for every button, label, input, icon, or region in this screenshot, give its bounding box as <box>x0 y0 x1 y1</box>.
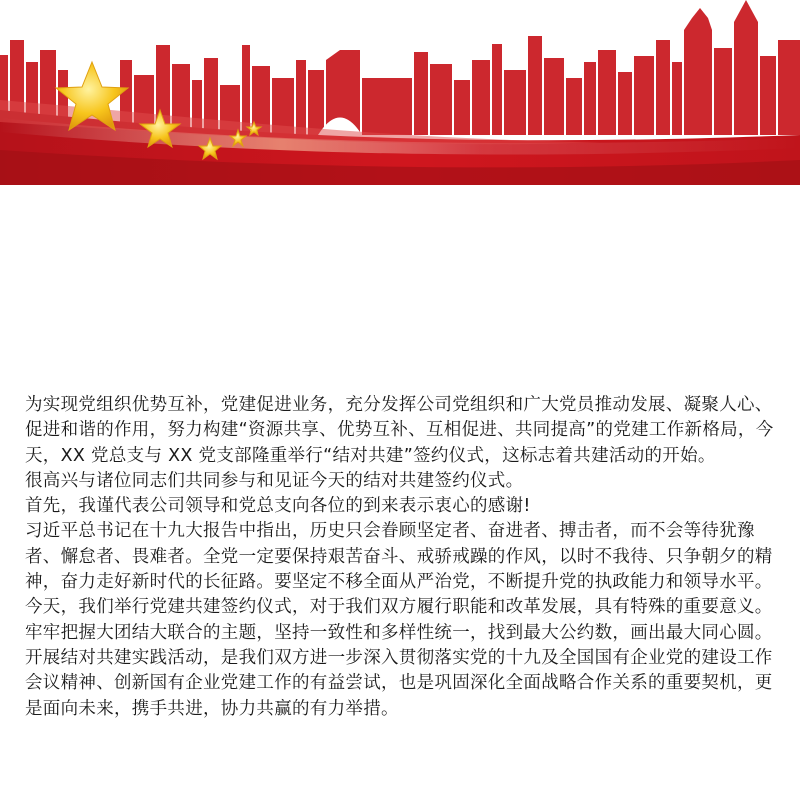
city-skyline-banner <box>0 0 800 185</box>
paragraph-4: 习近平总书记在十九大报告中指出，历史只会眷顾坚定者、奋进者、搏击者，而不会等待犹豫者、懈怠者、畏难者。全党一定要保持艰苦奋斗、戒骄戒躁的作风，以时不我待、只争朝夕的精神，奋力走好新时代的长征路。要坚定不移全面从严治党，不断提升党的执政能力和领导水平。今天，我们举行党建共建签约仪式，对于我们双方履行职能和改革发展，具有特殊的重要意义。 <box>25 521 773 618</box>
paragraph-2: 很高兴与诸位同志们共同参与和见证今天的结对共建签约仪式。 <box>25 470 524 491</box>
paragraph-5: 牢牢把握大团结大联合的主题，坚持一致性和多样性统一，找到最大公约数，画出最大同心圆。开展结对共建实践活动，是我们双方进一步深入贯彻落实党的十九及全国国有企业党的建设工作会议精神、创新国有企业党建工作的有益尝试，也是巩固深化全面战略合作关系的重要契机，更是面向未来，携手共进，协力共赢的有力举措。 <box>25 622 773 719</box>
paragraph-3: 首先，我谨代表公司领导和党总支向各位的到来表示衷心的感谢! <box>25 496 531 517</box>
speech-body <box>25 393 780 722</box>
header-banner <box>0 0 800 185</box>
paragraph-1: 为实现党组织优势互补，党建促进业务，充分发挥公司党组织和广大党员推动发展、凝聚人心、促进和谐的作用，努力构建“资源共享、优势互补、互相促进、共同提高”的党建工作新格局，今天，XX 党总支与 XX 党支部隆重举行“结对共建”签约仪式，这标志着共建活动的开始。 <box>25 395 774 466</box>
